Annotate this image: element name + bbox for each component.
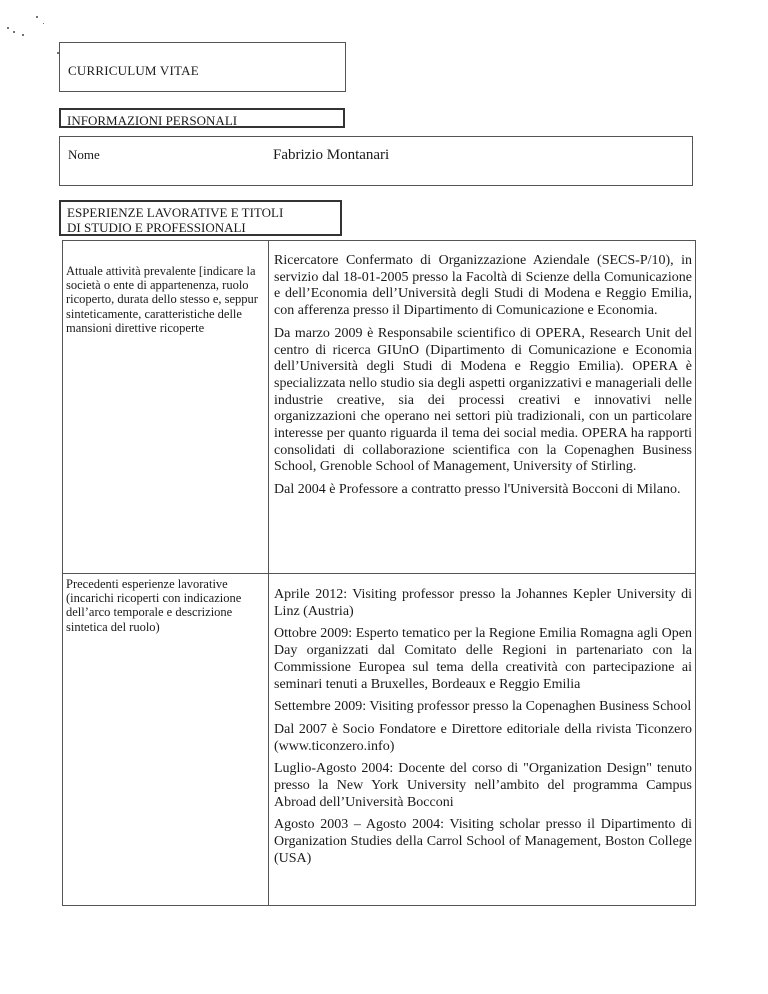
current-activity-content [274,253,692,505]
previous-experience-label: Precedenti esperienze lavorative (incarichi ricoperti con indicazione dell’arco temporale e descrizione sintetica del ruolo) [66,577,242,634]
current-paragraph: Ricercatore Confermato di Organizzazione Aziendale (SECS-P/10), in servizio dal 18-01-2005 presso la Facoltà di Scienze della Comunicazione e dell’Economia dell’Università degli Studi di Modena e Reggio Emilia, con afferenza presso il Dipartimento di Comunicazione e Economia. [274,253,692,319]
previous-paragraph: Dal 2007 è Socio Fondatore e Direttore editoriale della rivista Ticonzero (www.ticonzero.info) [274,721,692,754]
previous-paragraph: Agosto 2003 – Agosto 2004: Visiting scholar presso il Dipartimento di Organization Studies della Carrol School of Management, Boston College (USA) [274,817,692,866]
section-personal-info-title: INFORMAZIONI PERSONALI [67,113,238,128]
cv-title: CURRICULUM VITAE [68,63,199,78]
scan-speck [13,31,15,33]
cv-title-box [59,42,346,92]
section-experience [59,200,342,236]
table-row-divider [62,573,696,574]
scan-speck [36,16,38,18]
previous-paragraph: Luglio-Agosto 2004: Docente del corso di "Organization Design" tenuto presso la New York University nell’ambito del programma Campus Abroad dell’Università Bocconi [274,761,692,810]
current-activity-label: Attuale attività prevalente [indicare la società o ente di appartenenza, ruolo ricoperto, durata dello stesso e, seppur sinteticamente, caratteristiche delle mansioni direttive ricoperte [66,264,258,335]
name-value: Fabrizio Montanari [273,147,390,163]
current-paragraph: Da marzo 2009 è Responsabile scientifico di OPERA, Research Unit del centro di ricerca GIUnO (Dipartimento di Comunicazione e Economia dell’Università degli Studi di Modena e Reggio Emilia). OPERA è specializzata nello studio sia degli aspetti organizzativi e manageriali delle industrie creative, sia dei processi creativi e innovativi nelle organizzazioni che operano nei settori più tradizionali, con un particolare interesse per quanto riguarda il tema dei social media. OPERA ha rapporti consolidati di collaborazione scientifica con la Copenaghen Business School, Grenoble School of Management, University of Stirling. [274,325,692,475]
scan-speck [7,27,9,29]
previous-paragraph: Ottobre 2009: Esperto tematico per la Regione Emilia Romagna agli Open Day organizzati dal Comitato delle Regioni in partenariato con la Commissione Europea sul tema della creatività con partecipazione ai seminari tenuti a Bruxelles, Bordeaux e Reggio Emilia [274,626,692,692]
current-paragraph: Dal 2004 è Professore a contratto presso l'Università Bocconi di Milano. [274,482,681,498]
scan-speck [43,23,44,24]
section-personal-info [59,108,345,128]
section-experience-title-line1: ESPERIENZE LAVORATIVE E TITOLI [67,205,284,220]
name-row [59,136,693,186]
section-experience-title-line2: DI STUDIO E PROFESSIONALI [67,220,246,235]
previous-paragraph: Aprile 2012: Visiting professor presso la Johannes Kepler University di Linz (Austria) [274,587,692,619]
previous-paragraph: Settembre 2009: Visiting professor presso la Copenaghen Business School [274,699,692,715]
name-label: Nome [68,147,100,162]
previous-experience-content [274,587,692,874]
scan-speck [22,34,24,36]
